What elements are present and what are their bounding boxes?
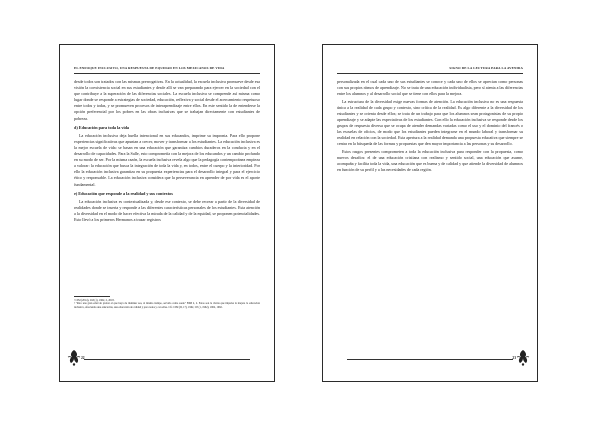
body-paragraph: La educación inclusiva es contextualizada y, desde ese contexto, se debe recrear a partir de la diversidad de realidades donde se inserta y responde a las diferentes características personales de los estudiantes. Esta atención a la diversidad en el modo de hacer efectiva la mirada de la calidad y de la equidad, se proponen potencialidades. Esto llevó a los primeros Hermanos a trazar registros	[74, 198, 260, 222]
footer-rule	[84, 359, 250, 360]
section-heading: d) Educación para toda la vida	[74, 124, 130, 130]
running-header: SIGNO DE LA LECTURA PARA LA AVENIDA	[449, 66, 523, 70]
running-header: EL ENFOQUE INCLUSIVO, UNA RESPUESTA DE EQUIDAD EN LOS MEXICANOS DE VIDA	[74, 66, 225, 70]
fleuron-ornament-icon	[67, 348, 81, 366]
body-paragraph: desde todos son tratados con las mismas prerrogativas. En la actualidad, la escuela inclusiva promueve desde esa visión la coexistencia social en sus estudiantes y desde allí se van preparando para ejercer en la sociedad con el que contribuye a la superación de las diferencias sociales. La escuela inclusiva se comprende así misma como lugar donde se responde a estrategias de sociedad, educación, reflexiva y social desde el acercamiento respetuoso entre todos y todas, y se promueven procesos de interaprendizaje entre ellos. En este sentido la de entenderse la opción preferencial por los pobres en las obras inclusivas que se trabajan directamente con estudiantes de pobreza.	[74, 79, 260, 121]
page-content	[337, 79, 523, 175]
left-page	[59, 44, 275, 382]
header-rule	[74, 73, 260, 74]
section-heading: e) Educación que responde a la realidad y sus contextos	[74, 190, 173, 196]
right-page	[322, 44, 538, 382]
page-content	[74, 79, 260, 224]
footnote-rule	[74, 296, 110, 297]
header-rule	[337, 73, 523, 74]
body-paragraph: personalizada en el cual cada uno de sus estudiantes se conoce y cada uno de ellos se aprecian como personas con sus propios ritmos de aprendizaje. No se trata de una educación individualista, pero sí atenta a las diferencias entre los alumnos y al desarrollo social que se tiene con ellos para la mejora.	[337, 79, 523, 97]
body-paragraph: Estos rasgos presentes comprometen a toda la educación inclusiva para responder con la propuesta, como nuevos desafíos: el de una educación cristiana con realismo y sentido social, una educación que asume, acompaña y facilita toda la vida, una educación que es buena y de calidad y que atiende la diversidad de alumnos en función de su perfil y a las necesidades de cada región.	[337, 148, 523, 173]
page-number: 23	[512, 356, 516, 360]
footnote: ¹ CIM (2014), LM (1), 1962, 2, 2018.	[74, 298, 115, 302]
fleuron-ornament-icon	[516, 348, 530, 366]
page-number: 22	[81, 356, 85, 360]
body-paragraph: La estructura de la diversidad exige nuevas formas de atención. La educación inclusiva no es una respuesta única a la realidad de cada grupo y contexto, sino crítica de la realidad. Es algo diferente a la diversidad de los estudiantes y se orienta desde ellos; se trata de un trabajo para que los alumnos sean protagonistas de su propio aprendizaje y se adapte las expectativas de los estudiantes. Con ello la educación inclusiva se responde desde los grupos de respuesta diversa que se ocupa de atender demandas variadas como el uso y el dominio del francés o las escuelas de oficios, de modo que los estudiantes pueden integrarse en el mundo laboral y transformar su realidad en relación con la sociedad. Esta apertura a la realidad demanda una propuesta educativa que siempre se centra en la búsqueda de las formas y propuestas que den mayor importancia a las personas y su desarrollo.	[337, 98, 523, 147]
footnotes	[74, 296, 260, 309]
footer-rule	[347, 359, 513, 360]
footnote: ² "Pero una gran edad de probar el que haya de iluminar sea, al mismo tiempo, servido como suelo" BIM 2, 2. Estas son la visión que impulsa la mejora la educación inclusiva, ofreciendo una educación, una educación de calidad y para todos y con ellos. Cfr. CIM (II, 17), 1962, CP (1, 1962), 1962, 1962.	[74, 302, 260, 309]
body-paragraph: La educación inclusiva deja huella intencional en sus educandos, imprime su impronta. Para ello propone experiencias significativas que apuntan a crecer, mover y transformar a los estudiantes. La educación inclusiva es la mejor escuela de vida: se basan en una educación que garantiza cambios duraderos en la conducta y en el desarrollo de capacidades. Para la Salle, esto comprometía con la mejora de los educandos y un cambio profundo en su modo de ser. Por la misma razón, la escuela inclusiva revela algo que la pedagogía contemporánea empieza a valorar: la educación que busca la integración de toda la vida y, en todos, entre el cuerpo y la interioridad. Por ello la educación inclusiva garantiza en su propuesta experiencias para el desarrollo integral y para el ejercicio ético y responsable. La educación inclusiva considera que la perseverancia en aprender de por vida es el aporte fundamental.	[74, 132, 260, 187]
